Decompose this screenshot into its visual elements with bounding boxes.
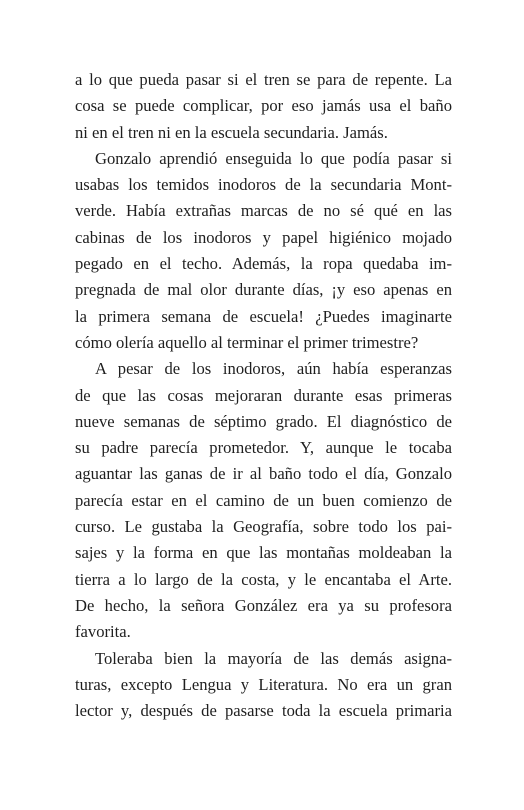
text-line: De hecho, la señora González era ya su profesora [75,595,452,615]
text-line: favorita. [75,622,131,642]
text-line: pegado en el techo. Además, la ropa quedaba im- [75,254,452,274]
text-line: cosa se puede complicar, por eso jamás usa el baño [75,96,452,116]
text-line: la primera semana de escuela! ¿Puedes imaginarte [75,306,452,326]
text-line: tierra a lo largo de la costa, y le encantaba el Arte. [75,569,452,589]
text-line: su padre parecía prometedor. Y, aunque le tocaba [75,438,452,458]
text-line: de que las cosas mejoraran durante esas primeras [75,385,452,405]
text-line: ni en el tren ni en la escuela secundaria. Jamás. [75,122,388,142]
text-line: Toleraba bien la mayoría de las demás asigna- [95,648,452,668]
text-line: curso. Le gustaba la Geografía, sobre todo los pai- [75,517,452,537]
body-text [75,67,452,724]
text-line: verde. Había extrañas marcas de no sé qué en las [75,201,452,221]
text-line: Gonzalo aprendió enseguida lo que podía pasar si [95,148,452,168]
text-line: cabinas de los inodoros y papel higiénico mojado [75,227,452,247]
text-line: turas, excepto Lengua y Literatura. No era un gran [75,674,452,694]
text-line: pregnada de mal olor durante días, ¡y eso apenas en [75,280,452,300]
text-line: parecía estar en el camino de un buen comienzo de [75,490,452,510]
text-line: aguantar las ganas de ir al baño todo el día, Gonzalo [75,464,452,484]
text-line: nueve semanas de séptimo grado. El diagnóstico de [75,411,452,431]
text-line: sajes y la forma en que las montañas moldeaban la [75,543,452,563]
text-line: usabas los temidos inodoros de la secundaria Mont- [75,175,452,195]
text-line: a lo que pueda pasar si el tren se para de repente. La [75,70,452,89]
text-line: cómo olería aquello al terminar el primer trimestre? [75,332,419,352]
text-line: A pesar de los inodoros, aún había esperanzas [95,359,452,379]
text-line: lector y, después de pasarse toda la escuela primaria [75,701,452,721]
